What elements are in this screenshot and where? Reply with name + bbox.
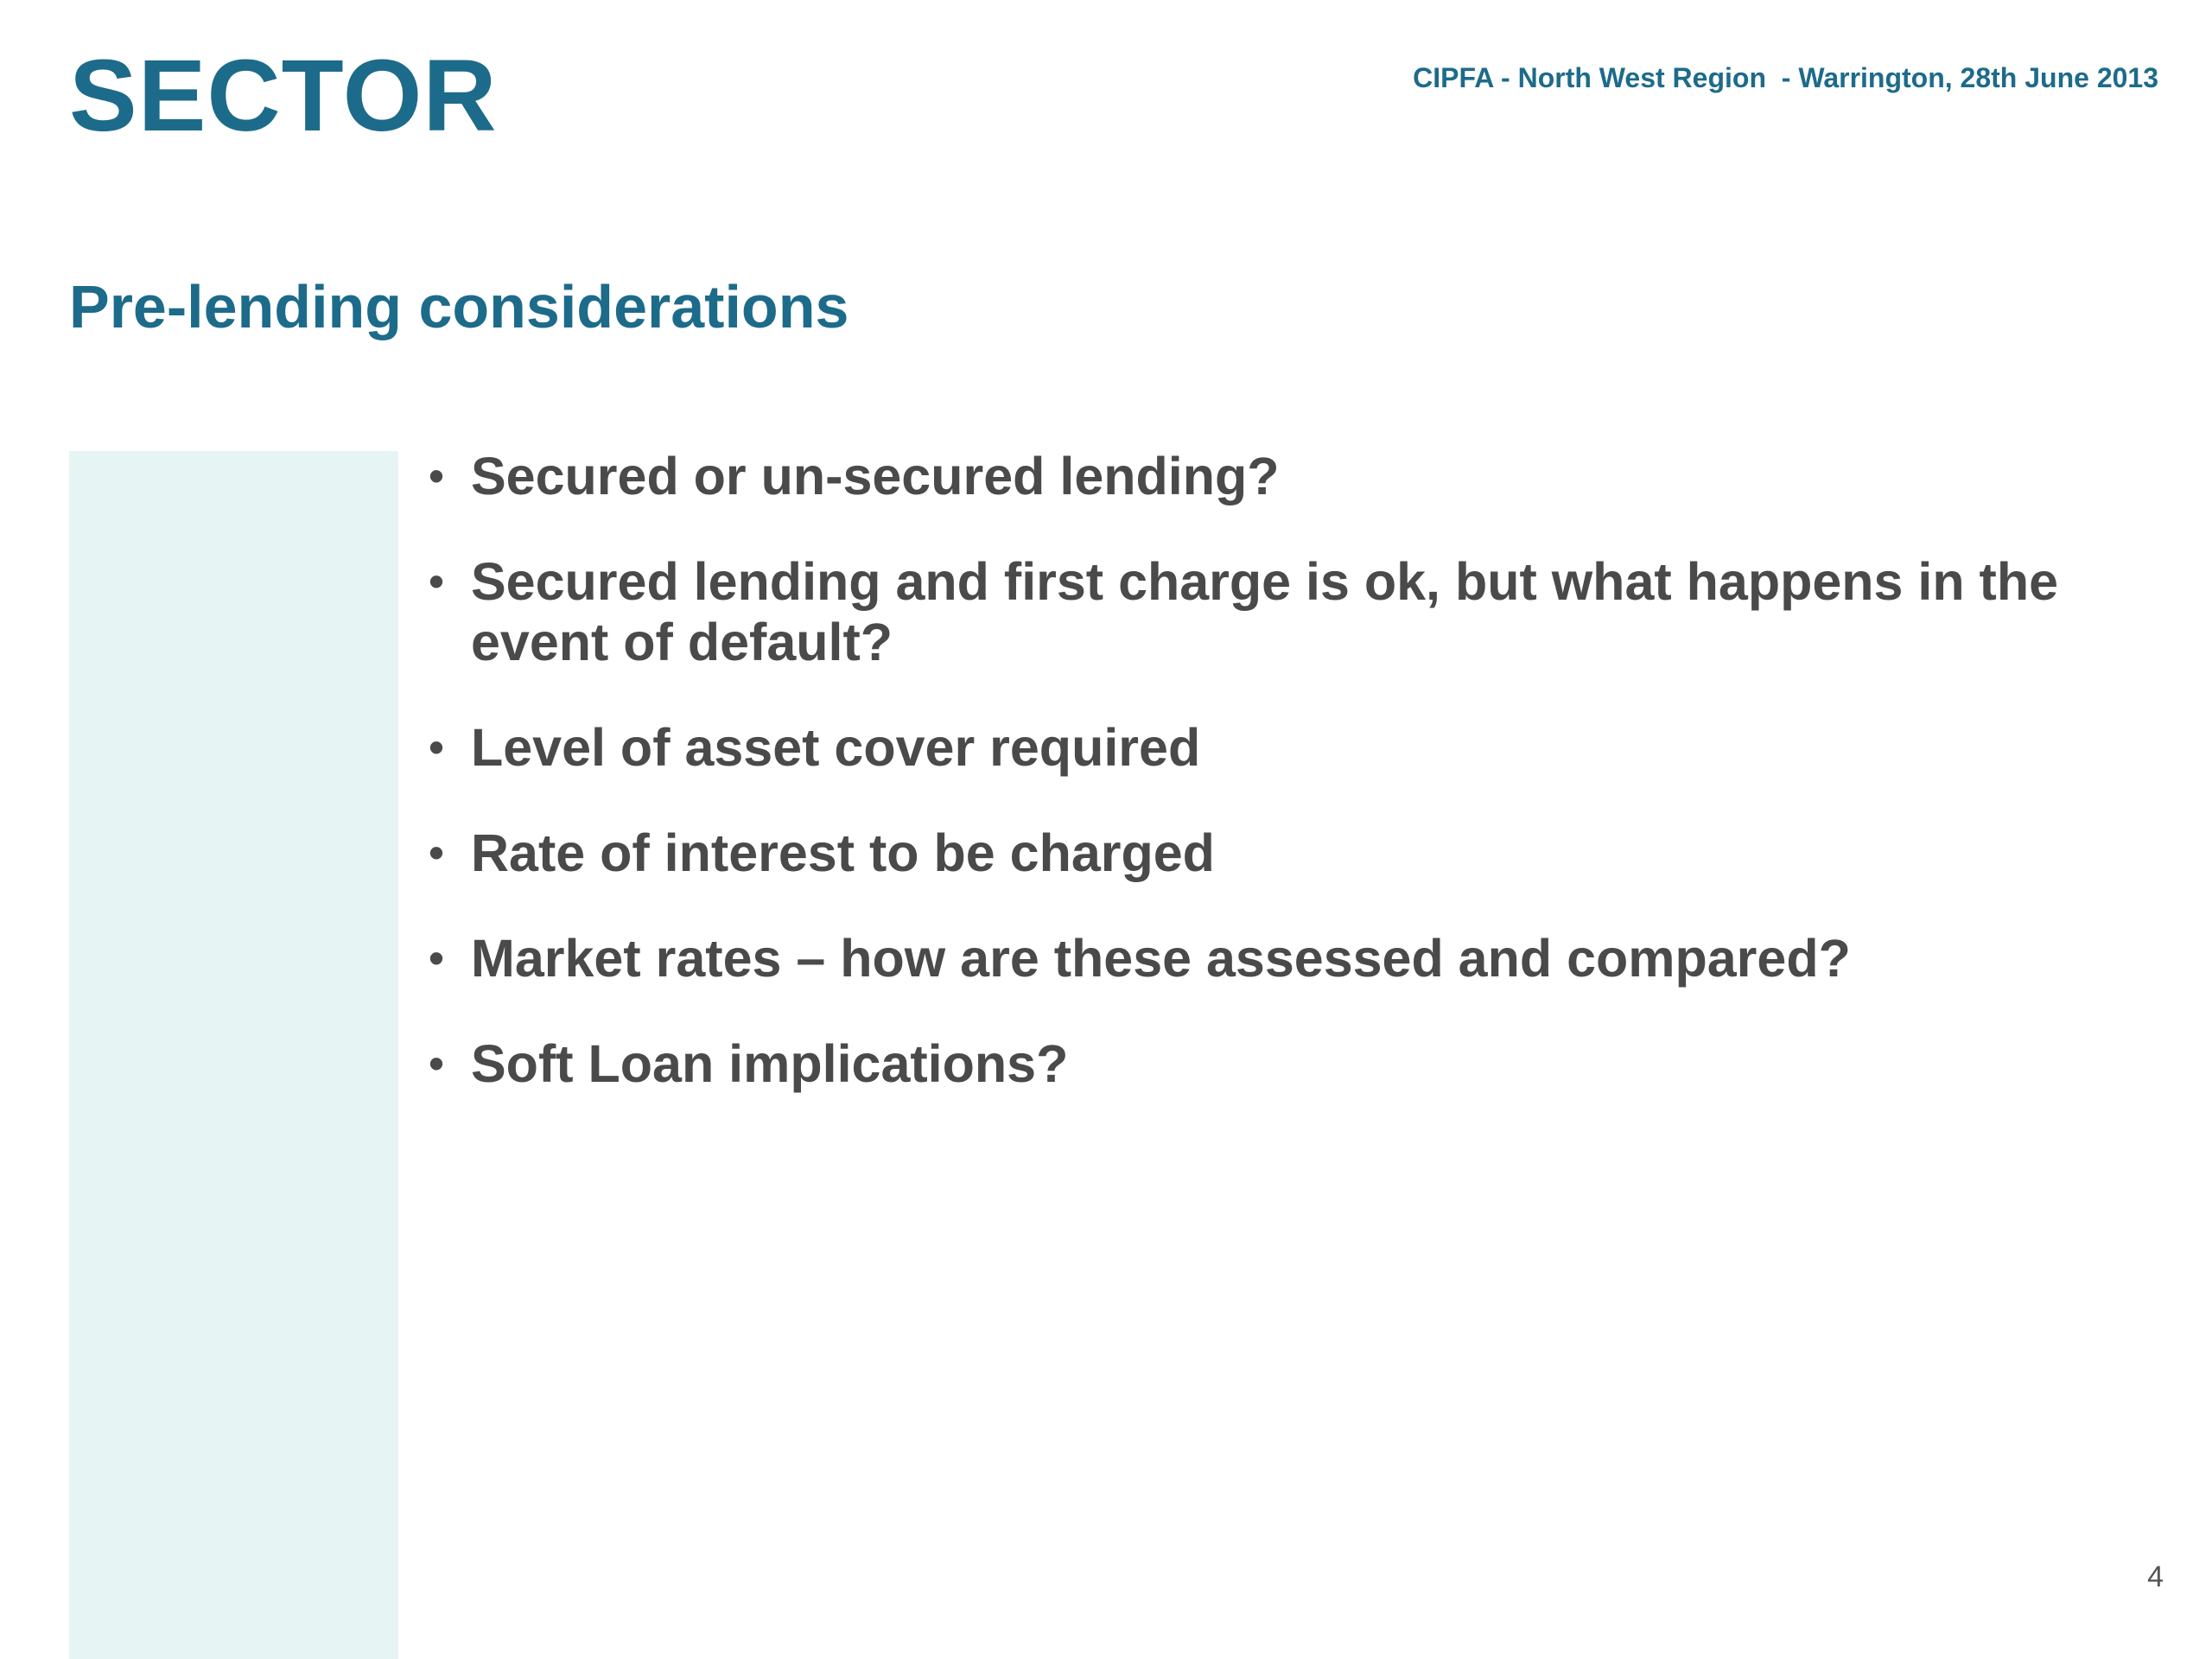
- sector-logo: SECTOR: [69, 39, 498, 153]
- bullet-item: [423, 928, 2117, 988]
- bullet-item: [423, 717, 2117, 778]
- bullet-list: [423, 446, 2117, 1139]
- bullet-text: Rate of interest to be charged: [471, 823, 1215, 882]
- bullet-item: [423, 551, 2117, 672]
- bullet-text: Secured or un-secured lending?: [471, 447, 1280, 505]
- bullet-icon: •: [429, 557, 444, 606]
- side-panel: [69, 451, 398, 1659]
- bullet-text: Market rates – how are these assessed and compared?: [471, 929, 1851, 988]
- bullet-icon: •: [429, 1039, 444, 1088]
- bullet-icon: •: [429, 452, 444, 500]
- bullet-item: [423, 823, 2117, 883]
- bullet-text: Secured lending and first charge is ok, but what happens in the event of default?: [471, 552, 2059, 671]
- bullet-icon: •: [429, 723, 444, 772]
- slide-title: Pre-lending considerations: [69, 273, 849, 340]
- bullet-icon: •: [429, 829, 444, 877]
- bullet-item: [423, 446, 2117, 506]
- bullet-text: Level of asset cover required: [471, 718, 1201, 777]
- bullet-text: Soft Loan implications?: [471, 1034, 1069, 1093]
- page-number: 4: [2147, 1560, 2164, 1593]
- bullet-item: [423, 1033, 2117, 1094]
- event-info: CIPFA - North West Region - Warrington, 28th June 2013: [1413, 62, 2158, 93]
- bullet-icon: •: [429, 934, 444, 982]
